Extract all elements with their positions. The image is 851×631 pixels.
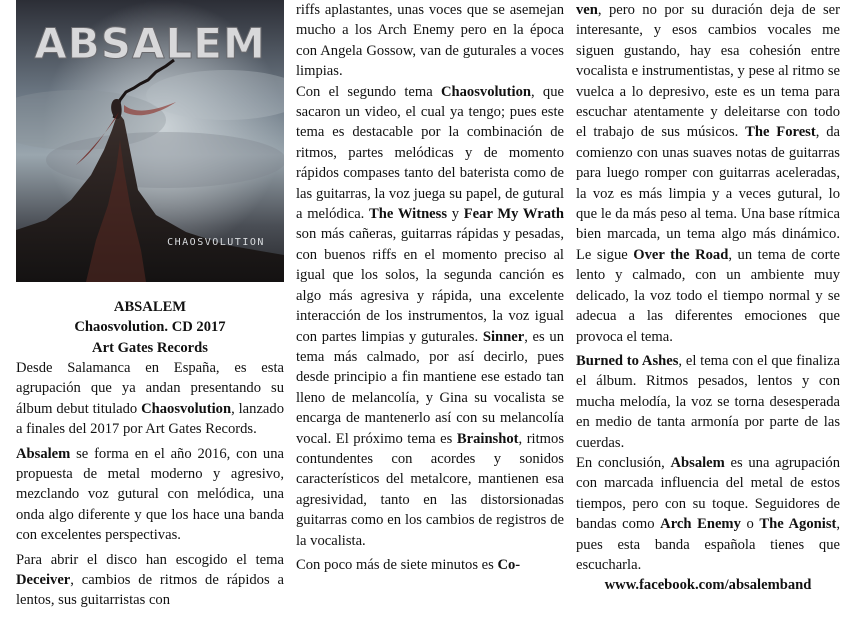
text: , pues esta banda española tienes que escucharla. (576, 516, 841, 573)
band-name: Absalem (670, 454, 725, 471)
album-title: Chaosvolution. CD 2017 (74, 319, 226, 336)
paragraph (16, 444, 284, 546)
paragraph: riffs aplastantes, unas voces que se asemejan mucho a los Arch Enemy pero en la época con Angela Gossow, van de guturales a voces limpias. (296, 2, 564, 80)
song-title: Co- (497, 556, 521, 573)
text: En conclusión, (576, 454, 671, 471)
song-title: Chaosvolution (440, 83, 531, 100)
band-name: Absalem (16, 445, 71, 462)
text: Con el segundo tema (296, 83, 441, 100)
song-title: Sinner (482, 328, 525, 345)
album-name: Chaosvolution (141, 400, 232, 417)
column-3 (576, 0, 840, 596)
column-1 (16, 358, 284, 611)
album-logo: CHAOSVOLUTION (167, 237, 265, 248)
band-name: ABSALEM (113, 299, 187, 315)
facebook-link[interactable]: www.facebook.com/absalemband (604, 577, 812, 594)
record-label: Art Gates Records (92, 339, 208, 356)
text: , el tema con el que finaliza el álbum. Ritmos pesados, lentos y con mucha melodía, la voz se torna desesperada en medio de tanta armonía por parte de las cuerdas. (576, 352, 840, 451)
text: , da comienzo con unas suaves notas de guitarras para luego romper con guitarras aceleradas, la voz es más limpia y a veces gutural, lo que le da más peso al tema. Una base rítmica bien marcada, un tema algo más dinámico. Le sigue (576, 124, 840, 263)
band-reference: Arch Enemy (660, 516, 741, 533)
text: , pero no por su duración deja de ser interesante, y esos cambios vocales me siguen gustando, hay esa cohesión entre vocalista e instrumentistas, y pese al ritmo se vuelca a lo depresivo, este es un tema para escuchar atentamente y deleitarse con todo el trabajo de sus músicos. (576, 2, 840, 141)
paragraph (16, 550, 284, 611)
text: se forma en el año 2016, con una propuesta de metal moderno y agresivo, mezclando voz gutural con melódica, una onda algo diferente y que los hace una banda con excelentes perspectivas. (16, 445, 284, 544)
song-title: Burned to Ashes (576, 352, 679, 369)
song-title: Fear My Wrath (463, 206, 564, 223)
band-reference: The Agonist (759, 516, 837, 533)
paragraph (576, 0, 840, 347)
text: , es un tema más calmado, por así decirlo, pues desde principio a fin mantiene ese estado tan lleno de melancolía, y Gina su vocalista se encarga de mantenerlo así con su melancolía vocal. El próximo tema es (296, 328, 564, 447)
band-logo: ABSALEM (34, 19, 266, 68)
text: , un tema de corte lento y calmado, con un ambiente muy delicado, la voz todo el tiempo normal y se adecua a las diferentes emociones que provoca el tema. (576, 246, 840, 345)
paragraph (296, 555, 564, 575)
song-title: Deceiver (16, 572, 71, 589)
text: , ritmos contundentes con acordes y sonidos característicos del metalcore, mantienen esa agresividad, tanto en las distorsionadas guitarras como en los cambios de registros de la vocalista. (296, 430, 564, 549)
text: o (740, 516, 760, 533)
review-heading (16, 297, 284, 358)
text: Desde Salamanca en España, es esta agrupación que ya andan presentando su álbum debut titulado (16, 360, 284, 417)
album-cover (16, 0, 284, 282)
paragraph (576, 351, 840, 453)
text: , cambios de ritmos de rápidos a lentos, sus guitarristas con (16, 572, 284, 609)
column-2 (296, 0, 564, 575)
song-title: The Forest (745, 124, 816, 141)
song-title: Brainshot (456, 430, 519, 447)
paragraph (16, 358, 284, 440)
text: y (447, 206, 464, 223)
text: Para abrir el disco han escogido el tema (16, 551, 284, 568)
text: Con poco más de siete minutos es (296, 556, 498, 573)
text: son más cañeras, guitarras rápidas y pesadas, con buenos riffs en el momento preciso al igual que los solos, la segunda canción es algo más agresiva y rápida, una excelente interacción de los instrumentos, la voz igual con partes limpias y guturales. (296, 226, 564, 345)
paragraph (576, 453, 840, 575)
album-cover-art (16, 0, 284, 282)
text: , lanzado a finales del 2017 por Art Gates Records. (16, 400, 284, 438)
song-title: The Witness (369, 206, 448, 223)
song-title: ven (576, 2, 598, 18)
paragraph (296, 82, 564, 551)
song-title: Over the Road (633, 246, 729, 263)
text: es una agrupación con marcada influencia del metal de estos tiempos, pero con su toque. Seguidores de bandas como (576, 454, 840, 533)
text: , que sacaron un video, el cual ya tengo; pues este tema es destacable por la combinación de ritmos, partes melódicas y de momento rápidos compases tanto del baterista como de las guitarras, la voz juega su papel, de gutural a melódica. (296, 83, 564, 223)
